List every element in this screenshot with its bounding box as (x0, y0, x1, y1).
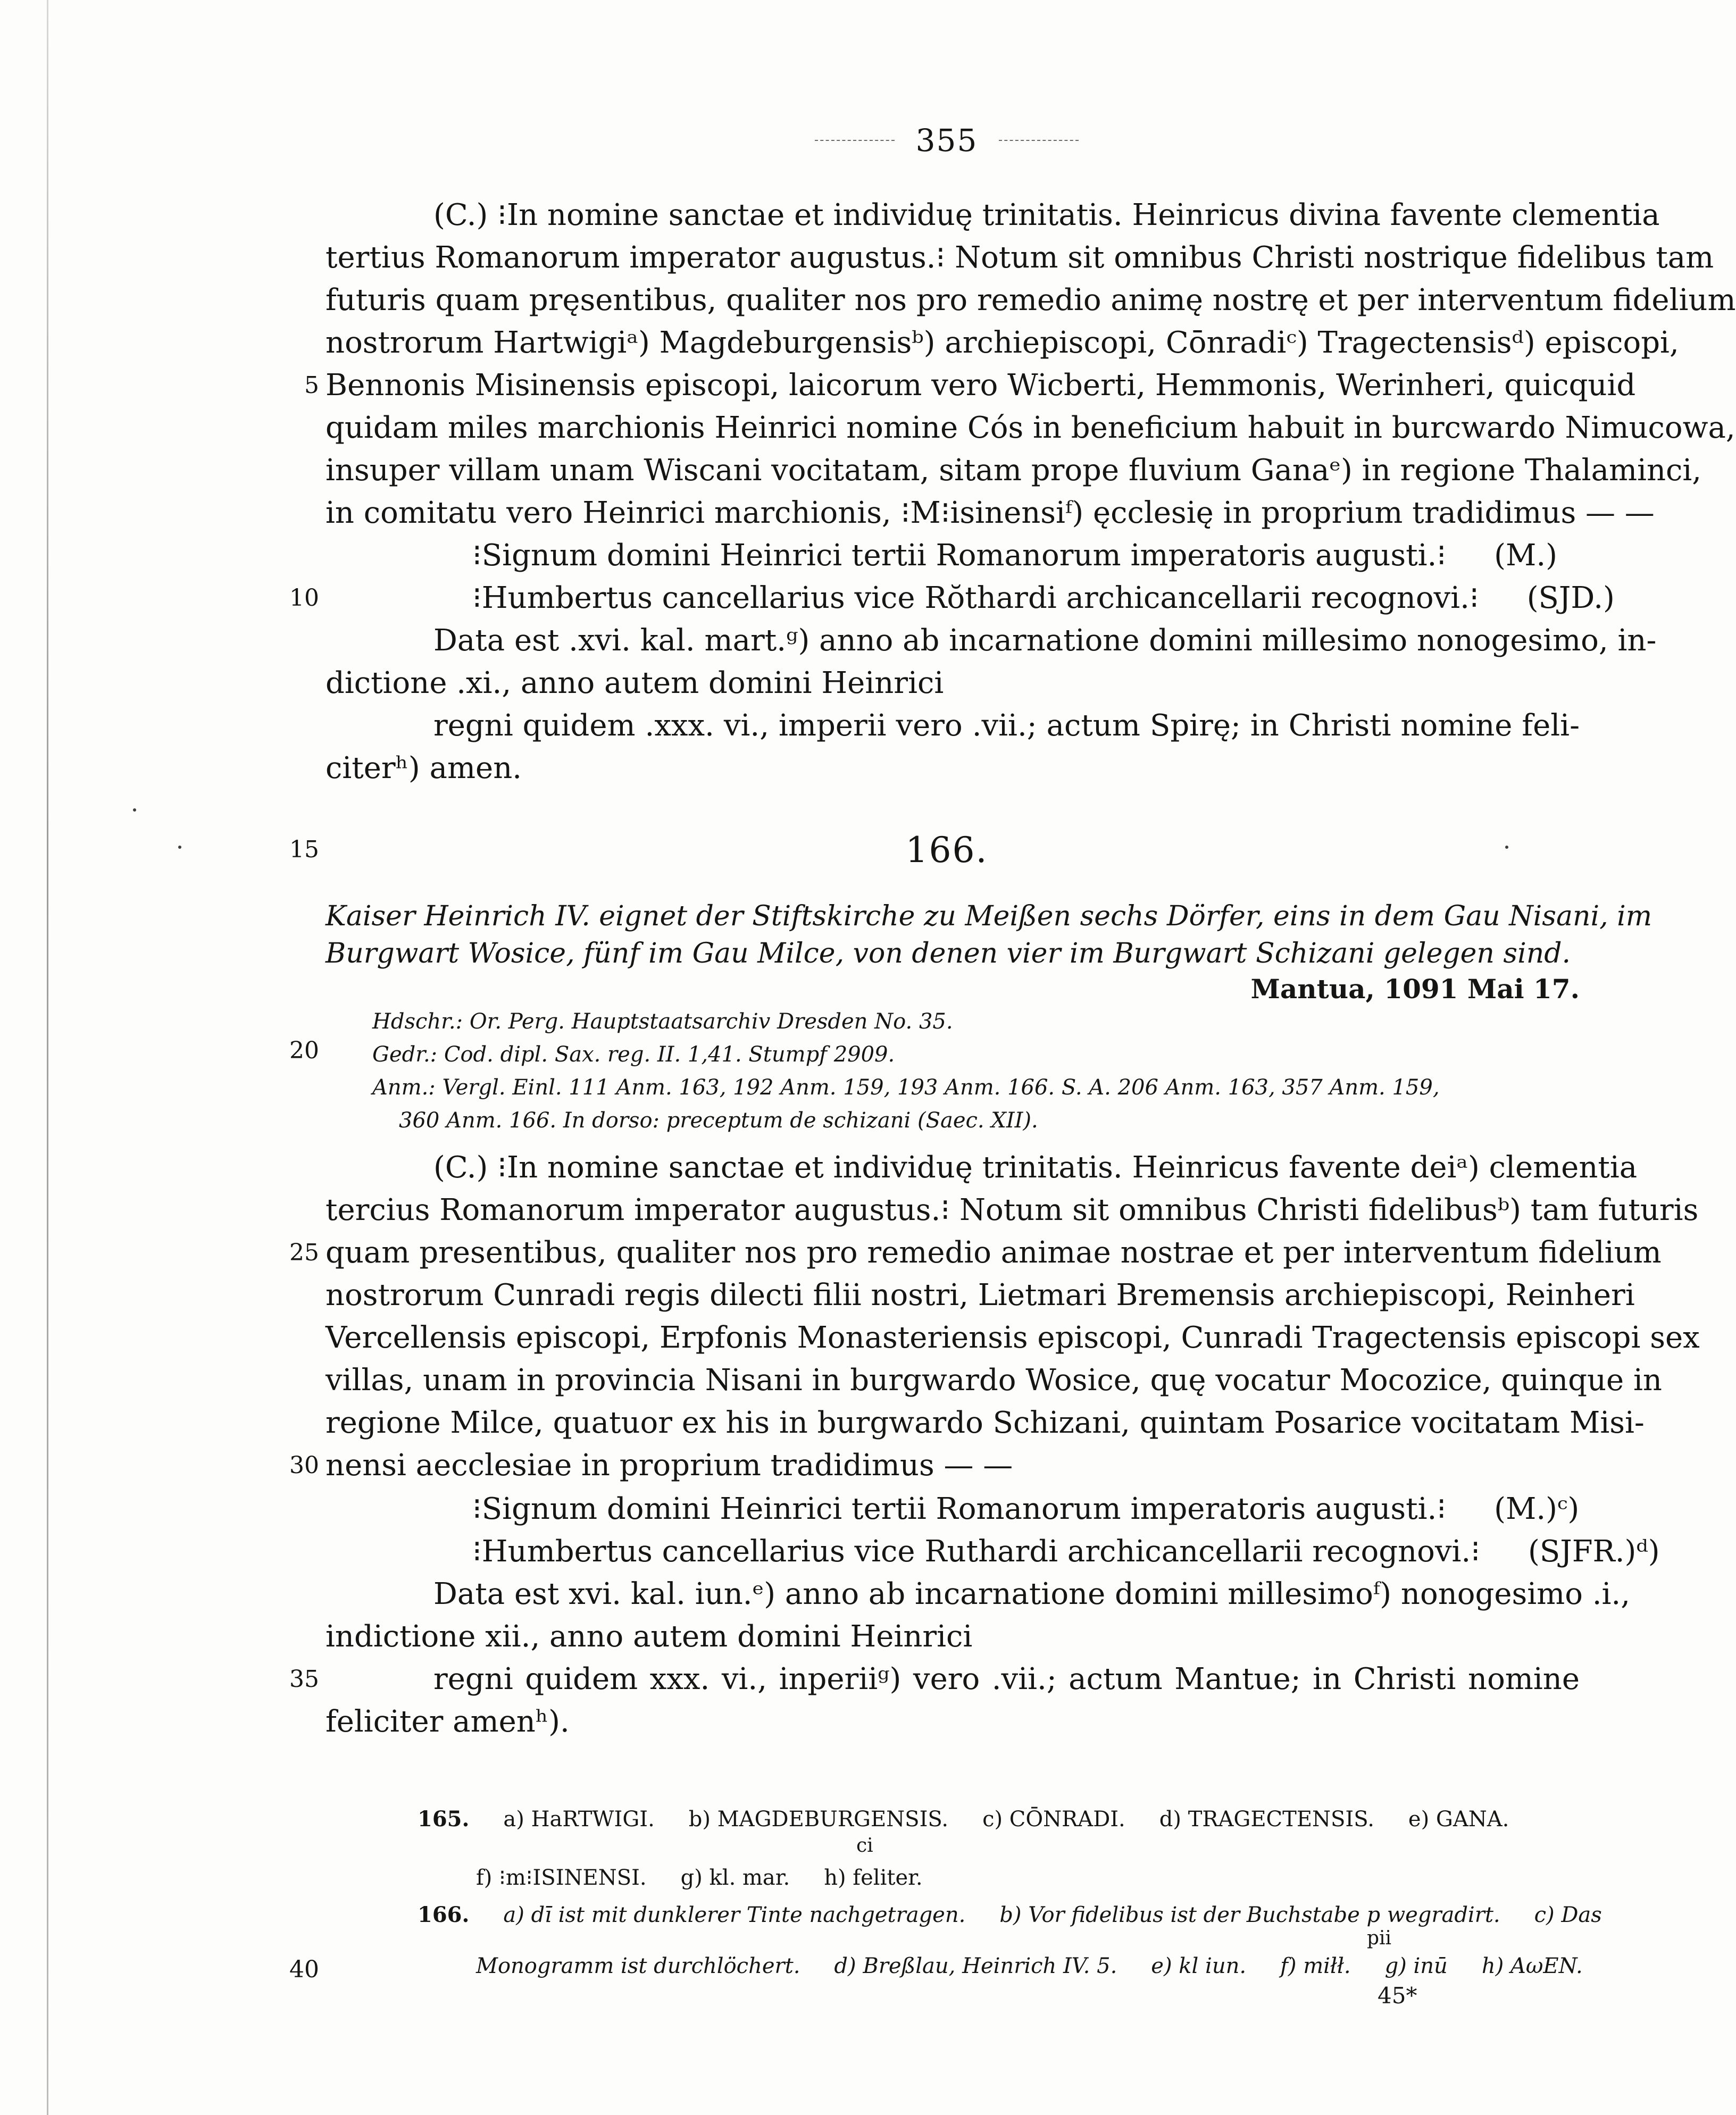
line-number-20: 20 (289, 1037, 319, 1064)
scan-speck (133, 808, 136, 812)
doc166-line-3: quam presentibus, qualiter nos pro remedio animae nostrae et per interventum fidelium (326, 1235, 1662, 1270)
binding-edge (47, 0, 48, 2115)
regest-line-2: Burgwart Wosice, fünf im Gau Milce, von denen vier im Burgwart Schizani gelegen sind. (326, 938, 1571, 969)
doc165-data-1: Data est .xvi. kal. mart.ᵍ) anno ab incarnatione domini millesimo nonogesimo, in- (433, 623, 1657, 658)
regest-line-1: Kaiser Heinrich IV. eignet der Stiftskirche zu Meißen sechs Dörfer, eins in dem Gau Nisani, im (326, 900, 1652, 932)
doc165-line-6: quidam miles marchionis Heinrici nomine Cós in beneficium habuit in burcwardo Nimucowa, (326, 411, 1735, 445)
page-number: 355 (915, 122, 978, 158)
doc166-line-7: regione Milce, quatuor ex his in burgwardo Schizani, quintam Posarice vocitatam Misi- (326, 1406, 1645, 1440)
recognition-mark: (SJFR.)ᵈ) (1528, 1534, 1660, 1569)
line-number-5: 5 (304, 372, 319, 399)
doc165-data-3: regni quidem .xxx. vi., imperii vero .vii.; actum Spirę; in Christi nomine feli- (433, 708, 1580, 743)
doc165-line-7: insuper villam unam Wiscani vocitatam, sitam prope fluvium Ganaᵉ) in regione Thalaminci, (326, 453, 1702, 488)
doc166-line-2: tercius Romanorum imperator augustus.⁝ Notum sit omnibus Christi fidelibusᵇ) tam futuris (326, 1193, 1699, 1227)
footnote-superscript-pii: pii (1367, 1927, 1392, 1949)
remark-note: Anm.: Vergl. Einl. 111 Anm. 163, 192 Anm. 159, 193 Anm. 166. S. A. 206 Anm. 163, 357 Anm. 159, (372, 1075, 1440, 1100)
doc165-data-2: dictione .xi., anno autem domini Heinrici (326, 666, 944, 700)
scan-speck (178, 846, 181, 849)
doc166-recognition (472, 1532, 1660, 1574)
footnotes-165-line-1: 165. a) HaRTWIGI. b) MAGDEBURGENSIS. c) CŌNRADI. d) TRAGECTENSIS. e) GANA. (418, 1807, 1509, 1832)
footnote-label-166: 166. (418, 1902, 470, 1927)
doc165-data-4: citerʰ) amen. (326, 751, 522, 785)
doc166-line-5: Vercellensis episcopi, Erpfonis Monasteriensis episcopi, Cunradi Tragectensis episcopi sex (326, 1320, 1700, 1355)
header-rule-right (999, 140, 1079, 141)
doc165-line-3: futuris quam pręsentibus, qualiter nos pro remedio animę nostrę et per interventum fidelium (326, 283, 1736, 317)
remark-note-cont: 360 Anm. 166. In dorso: preceptum de schizani (Saec. XII). (399, 1108, 1038, 1133)
recognition-text: ⁝Humbertus cancellarius vice Rŏthardi archicancellarii recognovi.⁝ (472, 581, 1479, 615)
scan-speck (1505, 846, 1508, 849)
doc166-line-4: nostrorum Cunradi regis dilecti filii nostri, Lietmari Bremensis archiepiscopi, Reinheri (326, 1278, 1635, 1313)
line-number-35: 35 (289, 1666, 319, 1693)
doc165-line-4: nostrorum Hartwigiᵃ) Magdeburgensisᵇ) archiepiscopi, Cōnradiᶜ) Tragectensisᵈ) episcopi, (326, 325, 1679, 360)
doc166-data-2: indictione xii., anno autem domini Heinrici (326, 1619, 973, 1654)
doc166-data-1: Data est xvi. kal. iun.ᵉ) anno ab incarnatione domini millesimoᶠ) nonogesimo .i., (433, 1577, 1631, 1611)
line-number-30: 30 (289, 1452, 319, 1479)
signum-mark: (M.) (1494, 538, 1557, 573)
doc165-line-5: Bennonis Misinensis episcopi, laicorum vero Wicberti, Hemmonis, Werinheri, quicquid (326, 368, 1636, 403)
page-header (798, 119, 1096, 162)
manuscript-note: Hdschr.: Or. Perg. Hauptstaatsarchiv Dresden No. 35. (372, 1009, 953, 1034)
edition-note: Gedr.: Cod. dipl. Sax. reg. II. 1,41. Stumpf 2909. (372, 1042, 895, 1067)
doc166-line-6: villas, unam in provincia Nisani in burgwardo Wosice, quę vocatur Mocozice, quinque in (326, 1363, 1662, 1398)
dateline: Mantua, 1091 Mai 17. (1250, 973, 1580, 1005)
line-number-10: 10 (289, 584, 319, 612)
sheet-signature: 45* (1378, 1983, 1417, 2009)
doc165-line-2: tertius Romanorum imperator augustus.⁝ Notum sit omnibus Christi nostrique fidelibus tam (326, 240, 1714, 275)
footnote-label-165: 165. (418, 1807, 470, 1832)
doc166-line-8: nensi aecclesiae in proprium tradidimus — — (326, 1448, 1013, 1483)
line-number-15: 15 (289, 836, 319, 863)
footnotes-166-line-1: 166. a) dī ist mit dunklerer Tinte nachgetragen. b) Vor fidelibus ist der Buchstabe p wegradirt. c) Das (418, 1902, 1602, 1927)
document-number-166: 166. (905, 830, 988, 871)
signum-text: ⁝Signum domini Heinrici tertii Romanorum imperatoris augusti.⁝ (472, 1492, 1447, 1526)
doc165-signum (472, 536, 1580, 578)
line-number-25: 25 (289, 1239, 319, 1266)
footnotes-165-line-2: f) ⁝m⁝ISINENSI. g) kl. mar. h) feliter. (476, 1866, 923, 1890)
doc166-data-4: feliciter amenʰ). (326, 1704, 570, 1739)
header-rule-left (815, 140, 895, 141)
signum-mark: (M.)ᶜ) (1494, 1492, 1580, 1526)
signum-text: ⁝Signum domini Heinrici tertii Romanorum imperatoris augusti.⁝ (472, 538, 1447, 573)
footnotes-166-line-2: Monogramm ist durchlöchert. d) Breßlau, Heinrich IV. 5. e) kl iun. f) miłł. g) inū h) AωEN. (476, 1954, 1583, 1978)
footnote-superscript-ci: ci (856, 1835, 873, 1857)
doc165-recognition (472, 578, 1615, 621)
doc166-data-3: regni quidem xxx. vi., inperiiᵍ) vero .vii.; actum Mantue; in Christi nomine (433, 1662, 1580, 1696)
doc165-line-1: (C.) ⁝In nomine sanctae et individuę trinitatis. Heinricus divina favente clementia (433, 198, 1660, 232)
recognition-mark: (SJD.) (1526, 581, 1615, 615)
doc165-line-8: in comitatu vero Heinrici marchionis, ⁝M⁝isinensiᶠ) ęcclesię in proprium tradidimus — — (326, 496, 1655, 530)
recognition-text: ⁝Humbertus cancellarius vice Ruthardi archicancellarii recognovi.⁝ (472, 1534, 1481, 1569)
doc166-signum (472, 1489, 1580, 1532)
doc166-line-1: (C.) ⁝In nomine sanctae et individuę trinitatis. Heinricus favente deiᵃ) clementia (433, 1150, 1638, 1185)
line-number-40: 40 (289, 1956, 319, 1983)
